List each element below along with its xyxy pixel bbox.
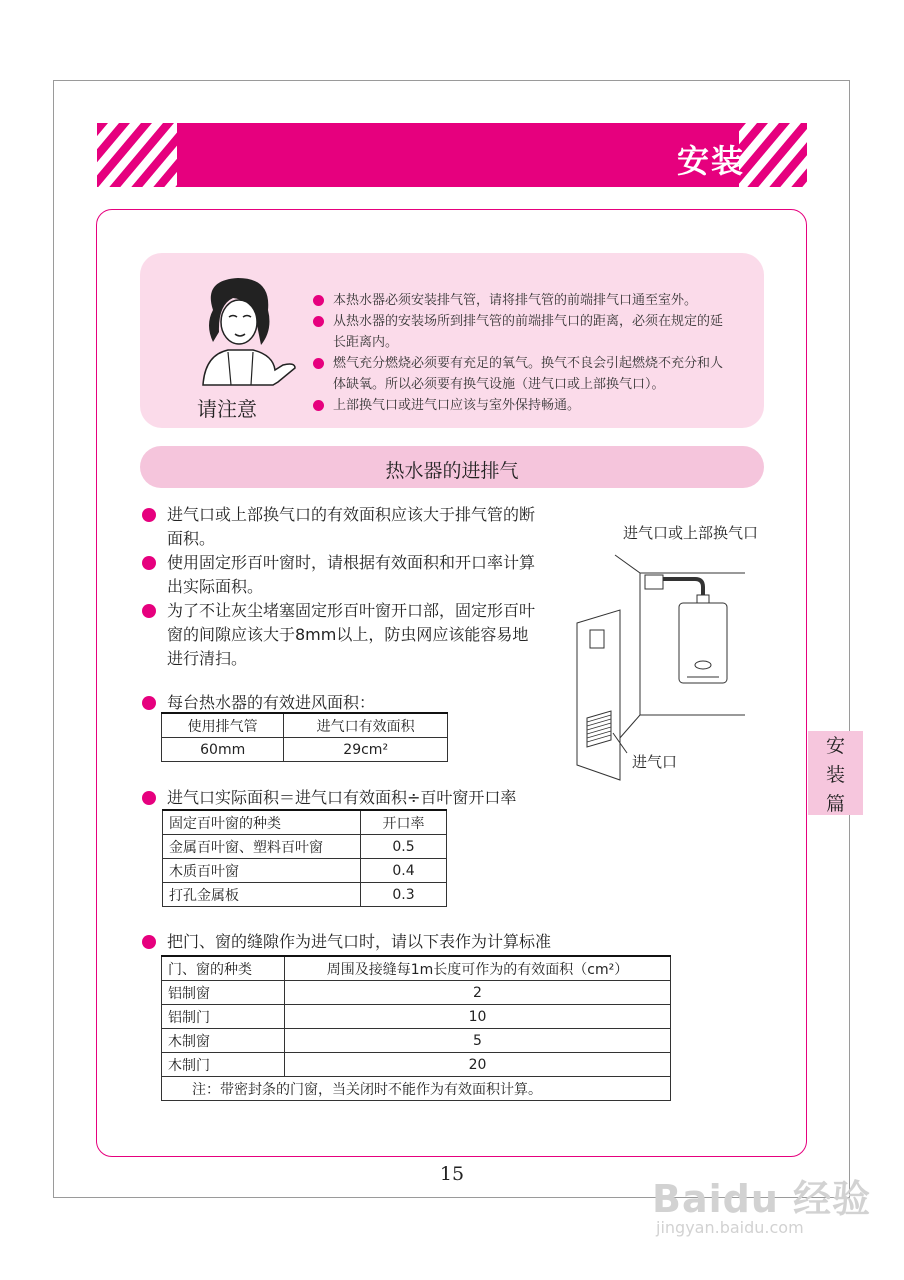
table-cell: 木质百叶窗 [163, 859, 361, 883]
watermark-brand: Baidu 经验 [652, 1177, 872, 1221]
header-band [97, 123, 807, 187]
table1-heading: 每台热水器的有效进风面积： [140, 691, 375, 715]
side-tab-char: 装 [825, 764, 845, 786]
section-title: 热水器的进排气 [385, 460, 519, 482]
figure-label-top: 进气口或上部换气口 [623, 524, 759, 542]
section-bar [140, 446, 764, 488]
table-row [162, 1005, 671, 1029]
table-cell: 10 [285, 1005, 671, 1029]
notice-item: 本热水器必须安装排气管，请将排气管的前端排气口通至室外。 [313, 290, 733, 311]
table-cell: 2 [285, 981, 671, 1005]
table-header: 门、窗的种类 [162, 956, 285, 981]
table-header: 周围及接缝每1m长度可作为的有效面积（cm²） [285, 956, 671, 981]
side-tab-char: 篇 [825, 793, 845, 815]
table-cell: 20 [285, 1053, 671, 1077]
table1 [161, 712, 448, 762]
table-cell: 0.3 [361, 883, 447, 907]
table-cell: 0.4 [361, 859, 447, 883]
table2-heading: 进气口实际面积＝进气口有效面积÷百叶窗开口率 [140, 786, 516, 810]
table3 [161, 955, 671, 1101]
side-tab-char: 安 [825, 735, 845, 757]
table-cell: 木制窗 [162, 1029, 285, 1053]
table-row [163, 883, 447, 907]
table-cell: 0.5 [361, 835, 447, 859]
notice-item: 上部换气口或进气口应该与室外保持畅通。 [313, 395, 733, 416]
figure-label-bottom: 进气口 [632, 753, 678, 771]
notice-label: 请注意 [197, 397, 257, 421]
notice-list [313, 290, 733, 416]
table-row [162, 981, 671, 1005]
notice-woman-illustration [183, 270, 298, 390]
table-cell: 金属百叶窗、塑料百叶窗 [163, 835, 361, 859]
bullet-item: 为了不让灰尘堵塞固定形百叶窗开口部，固定形百叶窗的间隙应该大于8mm以上，防虫网应该能容易地进行清扫。 [140, 599, 540, 671]
table-cell: 木制门 [162, 1053, 285, 1077]
bullet-item: 进气口或上部换气口的有效面积应该大于排气管的断面积。 [140, 503, 540, 551]
table-header: 开口率 [361, 810, 447, 835]
table-header: 使用排气管 [162, 713, 284, 738]
table-row [163, 835, 447, 859]
notice-item: 从热水器的安装场所到排气管的前端排气口的距离，必须在规定的延长距离内。 [313, 311, 733, 353]
table-row [162, 1077, 671, 1101]
side-tab [808, 731, 863, 815]
table3-heading: 把门、窗的缝隙作为进气口时，请以下表作为计算标准 [140, 930, 551, 954]
page-title: 安装 [676, 142, 745, 180]
page-number: 15 [439, 1163, 465, 1185]
bullet-item: 使用固定形百叶窗时，请根据有效面积和开口率计算出实际面积。 [140, 551, 540, 599]
watermark-url: jingyan.baidu.com [656, 1218, 804, 1237]
table-note: 注：带密封条的门窗，当关闭时不能作为有效面积计算。 [162, 1077, 671, 1101]
table-row [162, 1029, 671, 1053]
table-cell: 铝制门 [162, 1005, 285, 1029]
table2 [162, 809, 447, 907]
table-cell: 5 [285, 1029, 671, 1053]
table-cell: 铝制窗 [162, 981, 285, 1005]
table-header: 进气口有效面积 [284, 713, 448, 738]
table-row [163, 859, 447, 883]
table-cell: 60mm [162, 738, 284, 762]
table-cell: 打孔金属板 [163, 883, 361, 907]
intro-bullets [140, 503, 540, 671]
notice-item: 燃气充分燃烧必须要有充足的氧气。换气不良会引起燃烧不充分和人体缺氧。所以必须要有换气设施（进气口或上部换气口）。 [313, 353, 733, 395]
table-row [162, 1053, 671, 1077]
table-header: 固定百叶窗的种类 [163, 810, 361, 835]
table-cell: 29cm² [284, 738, 448, 762]
